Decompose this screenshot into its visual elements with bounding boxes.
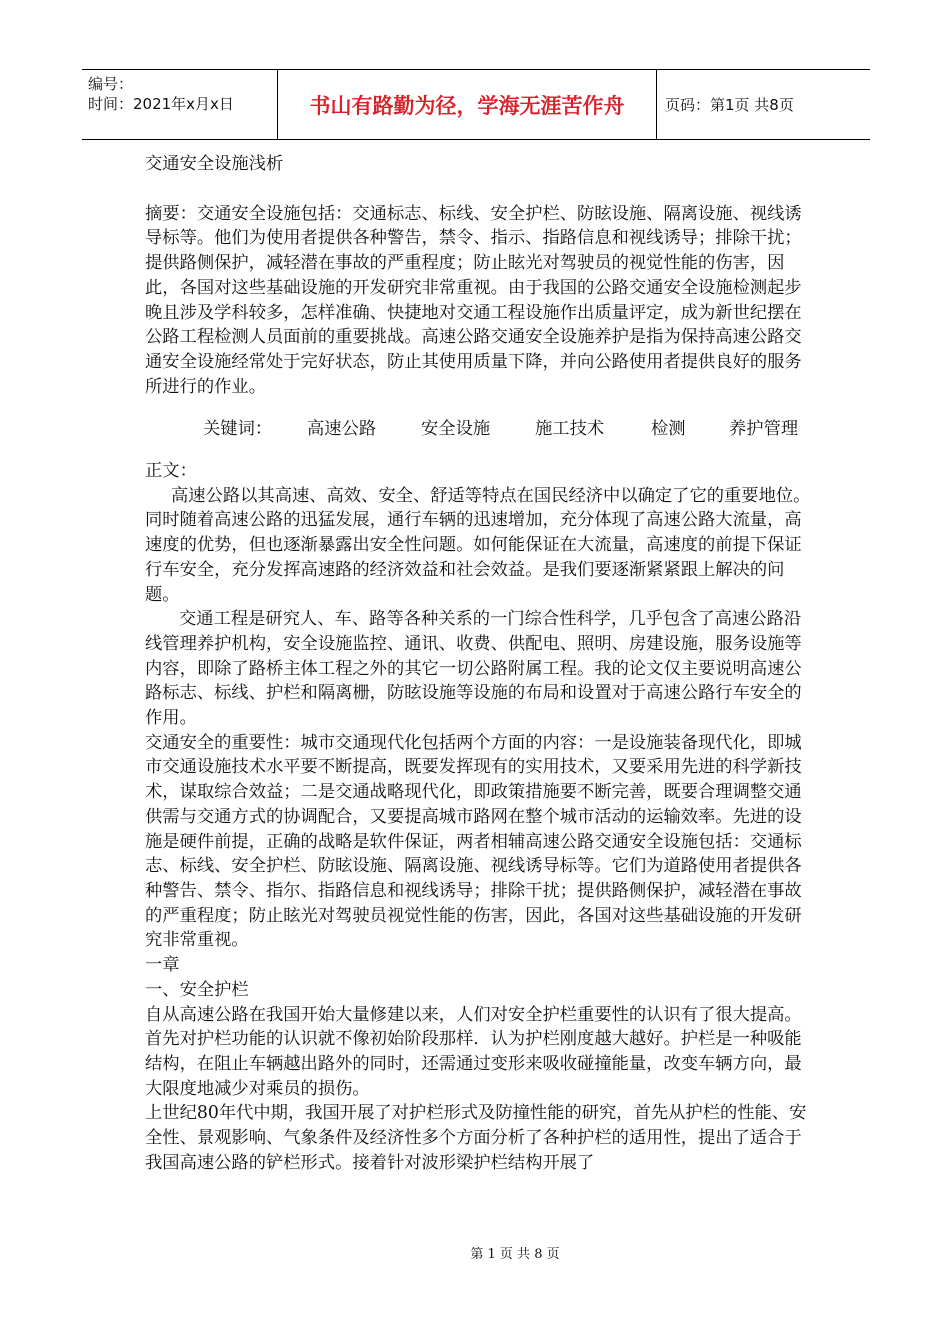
header-motto: 书山有路勤为径，学海无涯苦作舟 xyxy=(278,70,657,139)
page-header xyxy=(82,69,870,140)
chapter-heading: 一章 xyxy=(145,955,180,976)
keyword: 养护管理 xyxy=(729,419,799,440)
section-heading: 一、安全护栏 xyxy=(145,979,249,1000)
header-meta xyxy=(82,70,278,139)
page-footer xyxy=(0,1243,950,1262)
keyword: 高速公路 xyxy=(307,419,377,440)
body-paragraph: 上世纪80年代中期，我国开展了对护栏形式及防撞性能的研究，首先从护栏的性能、安全性、景观影响、气象条件及经济性多个方面分析了各种护栏的适用性，提出了适合于我国高速公路的铲栏形式。接着针对波形梁护栏结构开展了 xyxy=(145,1103,807,1173)
footer-page-number: 第 1 页 共 8 页 xyxy=(470,1247,560,1262)
keywords-label: 关键词： xyxy=(203,419,273,440)
keyword: 检测 xyxy=(651,419,686,440)
document-time: 时间：2021年x月x日 xyxy=(88,95,234,113)
keyword: 安全设施 xyxy=(421,419,491,440)
document-body xyxy=(145,152,811,1175)
body-label: 正文： xyxy=(145,461,197,482)
body-paragraph: 高速公路以其高速、高效、安全、舒适等特点在国民经济中以确定了它的重要地位。同时随着高速公路的迅猛发展，通行车辆的迅速增加，充分体现了高速公路大流量，高速度的优势，但也逐渐暴露出安全性问题。如何能保证在大流量，高速度的前提下保证行车安全，充分发挥高速路的经济效益和社会效益。是我们要逐渐紧紧跟上解决的问题。 xyxy=(145,485,811,605)
document-title: 交通安全设施浅析 xyxy=(145,154,284,174)
body-paragraph: 交通安全的重要性：城市交通现代化包括两个方面的内容：一是设施装备现代化，即城市交通设施技术水平要不断提高，既要发挥现有的实用技术，又要采用先进的科学新技术，谋取综合效益；二是交通战略现代化，即政策措施要不断完善，既要合理调整交通供需与交通方式的协调配合，又要提高城市路网在整个城市活动的运输效率。先进的设施是硬件前提，正确的战略是软件保证，两者相辅高速公路交通安全设施包括：交通标志、标线、安全护栏、防眩设施、隔离设施、视线诱导标等。它们为道路使用者提供各种警告、禁令、指尔、指路信息和视线诱导；排除干扰；提供路侧保护，减轻潜在事故的严重程度；防止眩光对驾驶员视觉性能的伤害，因此，各国对这些基础设施的开发研究非常重视。 xyxy=(145,732,802,951)
keyword: 施工技术 xyxy=(535,419,605,440)
keywords-line xyxy=(145,417,811,442)
abstract-paragraph: 摘要：交通安全设施包括：交通标志、标线、安全护栏、防眩设施、隔离设施、视线诱导标等。他们为使用者提供各种警告，禁令、指示、指路信息和视线诱导；排除干扰；提供路侧保护，减轻潜在事故的严重程度；防止眩光对驾驶员的视觉性能的伤害，因此，各国对这些基础设施的开发研究非常重视。由于我国的公路交通安全设施检测起步晚且涉及学科较多，怎样准确、快捷地对交通工程设施作出质量评定，成为新世纪摆在公路工程检测人员面前的重要挑战。高速公路交通安全设施养护是指为保持高速公路交通安全设施经常处于完好状态，防止其使用质量下降，并向公路使用者提供良好的服务所进行的作业。 xyxy=(145,203,802,397)
header-page-info: 页码：第1页 共8页 xyxy=(665,96,794,114)
body-paragraph: 交通工程是研究人、车、路等各种关系的一门综合性科学，几乎包含了高速公路沿线管理养护机构，安全设施监控、通讯、收费、供配电、照明、房建设施，服务设施等内容，即除了路桥主体工程之外的其它一切公路附属工程。我的论文仅主要说明高速公路标志、标线、护栏和隔离栅，防眩设施等设施的布局和设置对于高速公路行车安全的作用。 xyxy=(145,609,802,729)
body-paragraph: 自从高速公路在我国开始大量修建以来，人们对安全护栏重要性的认识有了很大提高。首先对护栏功能的认识就不像初始阶段那样．认为护栏刚度越大越好。护栏是一种吸能结构，在阻止车辆越出路外的同时，还需通过变形来吸收碰撞能量，改变车辆方向，最大限度地减少对乘员的损伤。 xyxy=(145,1004,802,1099)
document-number-label: 编号： xyxy=(88,75,134,93)
